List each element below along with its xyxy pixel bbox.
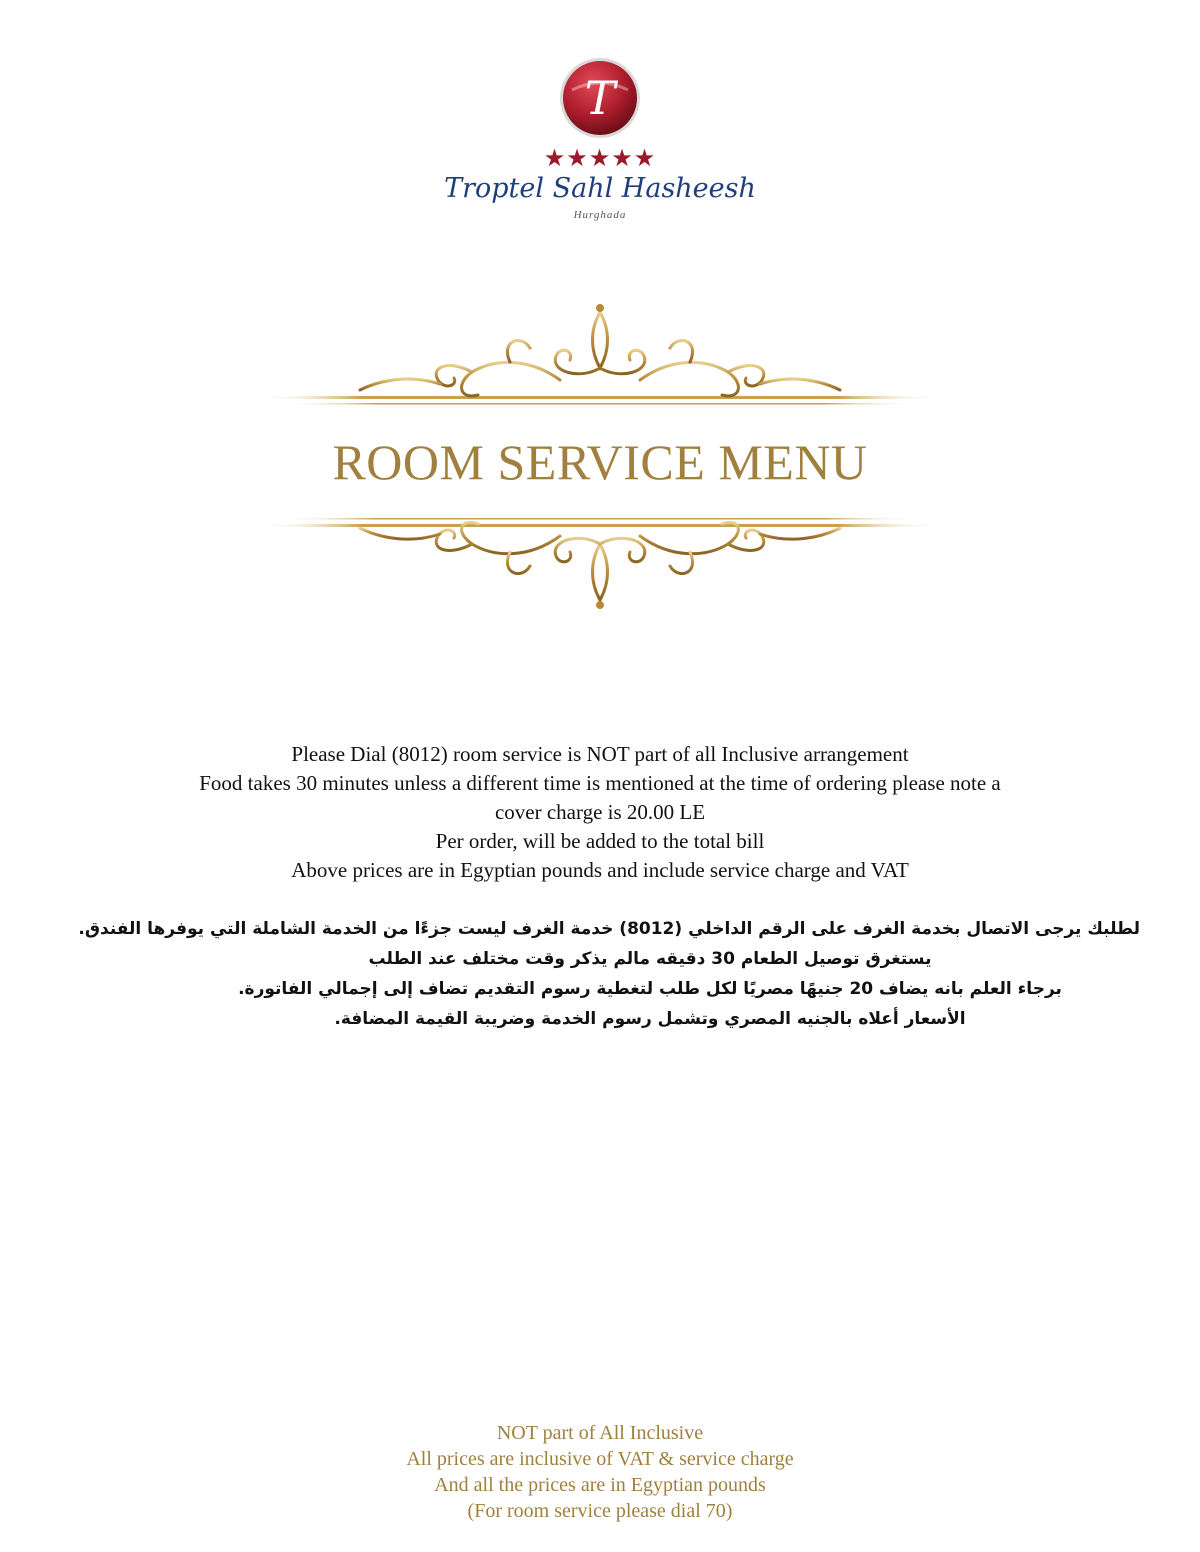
hotel-logo bbox=[0, 56, 1200, 222]
logo-emblem bbox=[558, 56, 642, 140]
intro-ar-line: برجاء العلم بانه يضاف 20 جنيهًا مصريًا لكل طلب لتغطية رسوم التقديم تضاف إلى إجمالي الفاتورة. bbox=[238, 979, 1062, 999]
logo-monogram: T bbox=[584, 71, 616, 125]
intro-arabic bbox=[78, 914, 1150, 1034]
footer-notes bbox=[0, 1420, 1200, 1524]
page-title: ROOM SERVICE MENU bbox=[332, 434, 868, 490]
top-ornament-icon bbox=[260, 300, 940, 415]
intro-ar-line: الأسعار أعلاه بالجنيه المصري وتشمل رسوم الخدمة وضريبة القيمة المضافة. bbox=[334, 1009, 966, 1029]
bottom-ornament-icon bbox=[260, 512, 940, 612]
hotel-name: Troptel Sahl Hasheesh bbox=[444, 173, 756, 204]
intro-en-line: Per order, will be added to the total bill bbox=[435, 829, 765, 853]
intro-ar-line: يستغرق توصيل الطعام 30 دقيقه مالم يذكر وقت مختلف عند الطلب bbox=[368, 949, 932, 969]
intro-ar-line: لطلبك يرجى الاتصال بخدمة الغرف على الرقم الداخلي (8012) خدمة الغرف ليست جزءًا من الخدمة الشاملة التي يوفرها الفندق. bbox=[78, 919, 1140, 939]
intro-en-line: cover charge is 20.00 LE bbox=[494, 800, 706, 824]
hotel-city: Hurghada bbox=[573, 209, 627, 221]
footer-line: All prices are inclusive of VAT & service charge bbox=[406, 1448, 794, 1470]
footer-line: (For room service please dial 70) bbox=[467, 1500, 733, 1522]
intro-english bbox=[150, 740, 1050, 885]
footer-line: NOT part of All Inclusive bbox=[496, 1422, 704, 1444]
intro-en-line: Please Dial (8012) room service is NOT part of all Inclusive arrangement bbox=[291, 742, 909, 766]
logo-monogram-icon bbox=[558, 56, 642, 140]
star-rating: ★★★★★ bbox=[543, 144, 657, 172]
intro-en-line: Food takes 30 minutes unless a different time is mentioned at the time of ordering please note a bbox=[199, 771, 1001, 795]
footer-line: And all the prices are in Egyptian pounds bbox=[434, 1474, 766, 1496]
intro-en-line: Above prices are in Egyptian pounds and include service charge and VAT bbox=[291, 858, 909, 882]
